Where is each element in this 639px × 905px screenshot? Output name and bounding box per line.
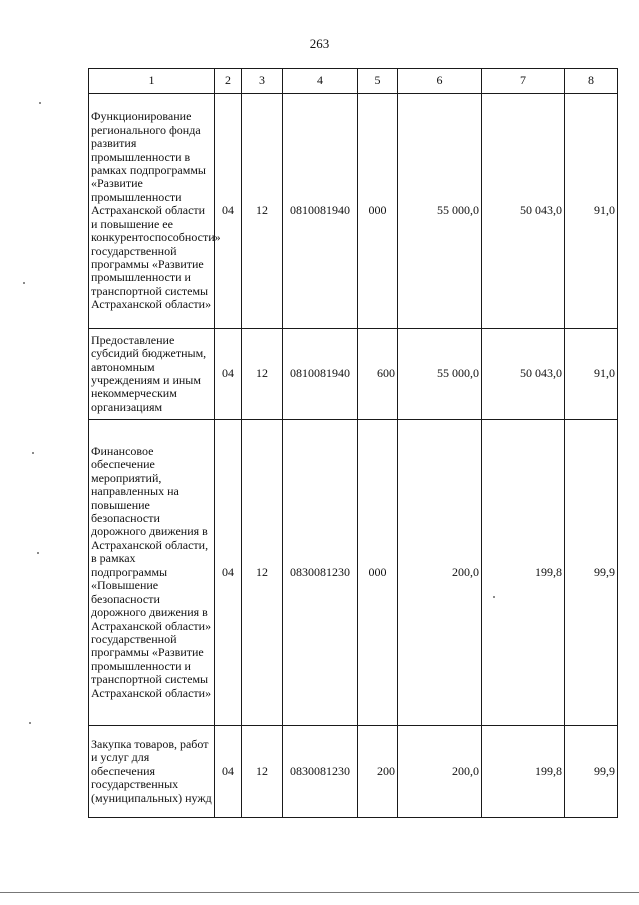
cell-planned: 200,0 [398, 420, 482, 726]
column-header: 8 [565, 69, 618, 94]
table-header-row [89, 69, 618, 94]
scan-speck [29, 722, 31, 724]
table-row [89, 420, 618, 726]
column-header: 7 [482, 69, 565, 94]
cell-executed: 199,8 [482, 726, 565, 818]
cell-section: 04 [215, 329, 242, 420]
cell-subsection: 12 [242, 420, 283, 726]
cell-planned: 55 000,0 [398, 94, 482, 329]
scan-speck [37, 552, 39, 554]
scan-speck [32, 452, 34, 454]
cell-expense-type: 000 [358, 420, 398, 726]
scan-speck [23, 282, 25, 284]
column-header: 4 [283, 69, 358, 94]
cell-percent: 91,0 [565, 329, 618, 420]
page-number: 263 [309, 36, 330, 51]
cell-section: 04 [215, 726, 242, 818]
cell-expense-type: 000 [358, 94, 398, 329]
page-bottom-rule [0, 892, 639, 893]
cell-expense-type: 200 [358, 726, 398, 818]
cell-subsection: 12 [242, 726, 283, 818]
row-description: Функционирование регионального фонда развития промышленности в рамках подпрограммы «Развитие промышленности Астраханской области и повышение ее конкурентоспособности» государственной программы «Развитие промышленности и транспортной системы Астраханской области» [89, 94, 215, 329]
row-description: Финансовое обеспечение мероприятий, направленных на повышение безопасности дорожного движения в Астраханской области, в рамках подпрограммы «Повышение безопасности дорожного движения в Астраханской области» государственной программы «Развитие промышленности и транспортной системы Астраханской области» [89, 420, 215, 726]
cell-percent: 99,9 [565, 726, 618, 818]
cell-subsection: 12 [242, 94, 283, 329]
cell-percent: 91,0 [565, 94, 618, 329]
column-header: 2 [215, 69, 242, 94]
cell-target-article: 0810081940 [283, 94, 358, 329]
cell-section: 04 [215, 94, 242, 329]
cell-subsection: 12 [242, 329, 283, 420]
cell-executed: 50 043,0 [482, 94, 565, 329]
column-header: 3 [242, 69, 283, 94]
cell-planned: 200,0 [398, 726, 482, 818]
table-row [89, 94, 618, 329]
column-header: 6 [398, 69, 482, 94]
cell-expense-type: 600 [358, 329, 398, 420]
column-header: 5 [358, 69, 398, 94]
cell-planned: 55 000,0 [398, 329, 482, 420]
cell-target-article: 0810081940 [283, 329, 358, 420]
column-header: 1 [89, 69, 215, 94]
scan-speck [39, 102, 41, 104]
cell-executed: 50 043,0 [482, 329, 565, 420]
cell-executed: 199,8 [482, 420, 565, 726]
table-row [89, 329, 618, 420]
budget-table [88, 68, 618, 818]
row-description: Закупка товаров, работ и услуг для обеспечения государственных (муниципальных) нужд [89, 726, 215, 818]
table-row [89, 726, 618, 818]
cell-section: 04 [215, 420, 242, 726]
cell-target-article: 0830081230 [283, 420, 358, 726]
cell-percent: 99,9 [565, 420, 618, 726]
scan-speck [493, 596, 495, 598]
row-description: Предоставление субсидий бюджетным, автономным учреждениям и иным некоммерческим организациям [89, 329, 215, 420]
cell-target-article: 0830081230 [283, 726, 358, 818]
